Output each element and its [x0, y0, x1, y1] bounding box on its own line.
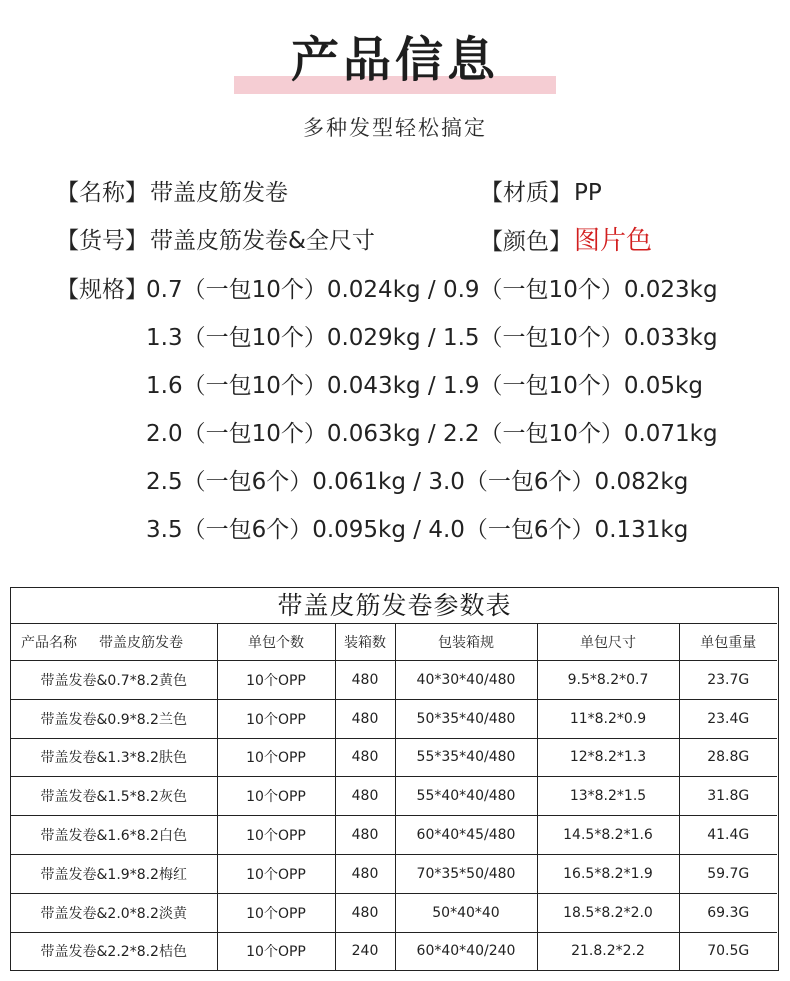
cell-box-count: 480 — [335, 661, 395, 700]
cell-carton-size: 40*30*40/480 — [395, 661, 537, 700]
header-product-name-value: 带盖皮筋发卷 — [99, 635, 183, 651]
info-material-label: 【材质】 — [480, 180, 572, 206]
cell-pack-weight: 23.7G — [679, 661, 777, 700]
table-row — [11, 854, 777, 893]
info-name-label: 【名称】 — [56, 180, 148, 206]
page-title: 产品信息 — [290, 32, 499, 88]
cell-pack-weight: 59.7G — [679, 854, 777, 893]
table-row — [11, 661, 777, 700]
info-name-value: 带盖皮筋发卷 — [150, 180, 288, 206]
cell-pack-weight: 70.5G — [679, 932, 777, 970]
cell-box-count: 480 — [335, 738, 395, 777]
spec-row: 2.5（一包6个）0.061kg / 3.0（一包6个）0.082kg — [146, 469, 689, 495]
cell-pack-count: 10个OPP — [217, 661, 335, 700]
cell-pack-count: 10个OPP — [217, 738, 335, 777]
info-item-no — [56, 226, 375, 256]
cell-pack-weight: 31.8G — [679, 777, 777, 816]
page-subtitle: 多种发型轻松搞定 — [303, 116, 487, 140]
cell-pack-weight: 69.3G — [679, 893, 777, 932]
spec-row: 3.5（一包6个）0.095kg / 4.0（一包6个）0.131kg — [146, 517, 689, 543]
cell-pack-size: 14.5*8.2*1.6 — [537, 816, 679, 855]
info-spec-label: 【规格】 — [56, 277, 148, 303]
header-carton-size: 包装箱规 — [395, 624, 537, 661]
spec-row: 1.3（一包10个）0.029kg / 1.5（一包10个）0.033kg — [146, 325, 718, 351]
cell-pack-size: 11*8.2*0.9 — [537, 699, 679, 738]
cell-carton-size: 55*40*40/480 — [395, 777, 537, 816]
cell-product: 带盖发卷&1.3*8.2肤色 — [11, 738, 217, 777]
spec-row: 1.6（一包10个）0.043kg / 1.9（一包10个）0.05kg — [146, 373, 703, 399]
parameter-table-box — [10, 587, 779, 971]
cell-pack-count: 10个OPP — [217, 893, 335, 932]
table-header-row — [11, 624, 777, 661]
info-material-value: PP — [574, 180, 602, 206]
cell-pack-count: 10个OPP — [217, 777, 335, 816]
info-item-no-label: 【货号】 — [56, 228, 148, 254]
cell-product: 带盖发卷&0.9*8.2兰色 — [11, 699, 217, 738]
header-pack-size: 单包尺寸 — [537, 624, 679, 661]
cell-pack-weight: 23.4G — [679, 699, 777, 738]
cell-box-count: 480 — [335, 816, 395, 855]
cell-product: 带盖发卷&0.7*8.2黄色 — [11, 661, 217, 700]
cell-product: 带盖发卷&1.6*8.2白色 — [11, 816, 217, 855]
cell-pack-size: 18.5*8.2*2.0 — [537, 893, 679, 932]
cell-carton-size: 55*35*40/480 — [395, 738, 537, 777]
info-color-value: 图片色 — [574, 226, 653, 256]
cell-product: 带盖发卷&2.2*8.2桔色 — [11, 932, 217, 970]
spec-row: 2.0（一包10个）0.063kg / 2.2（一包10个）0.071kg — [146, 421, 718, 447]
cell-box-count: 480 — [335, 893, 395, 932]
cell-box-count: 480 — [335, 854, 395, 893]
cell-pack-weight: 41.4G — [679, 816, 777, 855]
info-item-no-value: 带盖皮筋发卷&全尺寸 — [150, 228, 375, 254]
header-product-name — [11, 624, 217, 661]
cell-pack-weight: 28.8G — [679, 738, 777, 777]
info-material — [480, 178, 602, 208]
cell-carton-size: 50*40*40 — [395, 893, 537, 932]
info-color — [480, 226, 652, 257]
cell-box-count: 480 — [335, 699, 395, 738]
cell-product: 带盖发卷&1.9*8.2梅红 — [11, 854, 217, 893]
cell-box-count: 480 — [335, 777, 395, 816]
table-row — [11, 932, 777, 970]
cell-box-count: 240 — [335, 932, 395, 970]
cell-carton-size: 50*35*40/480 — [395, 699, 537, 738]
cell-product: 带盖发卷&1.5*8.2灰色 — [11, 777, 217, 816]
table-row — [11, 738, 777, 777]
cell-pack-size: 12*8.2*1.3 — [537, 738, 679, 777]
table-row — [11, 777, 777, 816]
cell-pack-count: 10个OPP — [217, 932, 335, 970]
header-product-name-label: 产品名称 — [21, 635, 77, 651]
table-row — [11, 816, 777, 855]
title-block — [0, 28, 790, 98]
table-title: 带盖皮筋发卷参数表 — [277, 591, 512, 620]
cell-pack-size: 16.5*8.2*1.9 — [537, 854, 679, 893]
cell-pack-count: 10个OPP — [217, 699, 335, 738]
cell-pack-count: 10个OPP — [217, 816, 335, 855]
cell-product: 带盖发卷&2.0*8.2淡黄 — [11, 893, 217, 932]
cell-pack-size: 21.8.2*2.2 — [537, 932, 679, 970]
header-box-count: 装箱数 — [335, 624, 395, 661]
cell-carton-size: 70*35*50/480 — [395, 854, 537, 893]
header-pack-count: 单包个数 — [217, 624, 335, 661]
cell-pack-size: 9.5*8.2*0.7 — [537, 661, 679, 700]
table-row — [11, 699, 777, 738]
info-color-label: 【颜色】 — [480, 229, 572, 255]
cell-carton-size: 60*40*45/480 — [395, 816, 537, 855]
cell-carton-size: 60*40*40/240 — [395, 932, 537, 970]
table-row — [11, 893, 777, 932]
spec-row: 0.7（一包10个）0.024kg / 0.9（一包10个）0.023kg — [146, 277, 718, 303]
cell-pack-count: 10个OPP — [217, 854, 335, 893]
header-pack-weight: 单包重量 — [679, 624, 777, 661]
info-name — [56, 178, 288, 208]
cell-pack-size: 13*8.2*1.5 — [537, 777, 679, 816]
parameter-table — [11, 623, 777, 970]
